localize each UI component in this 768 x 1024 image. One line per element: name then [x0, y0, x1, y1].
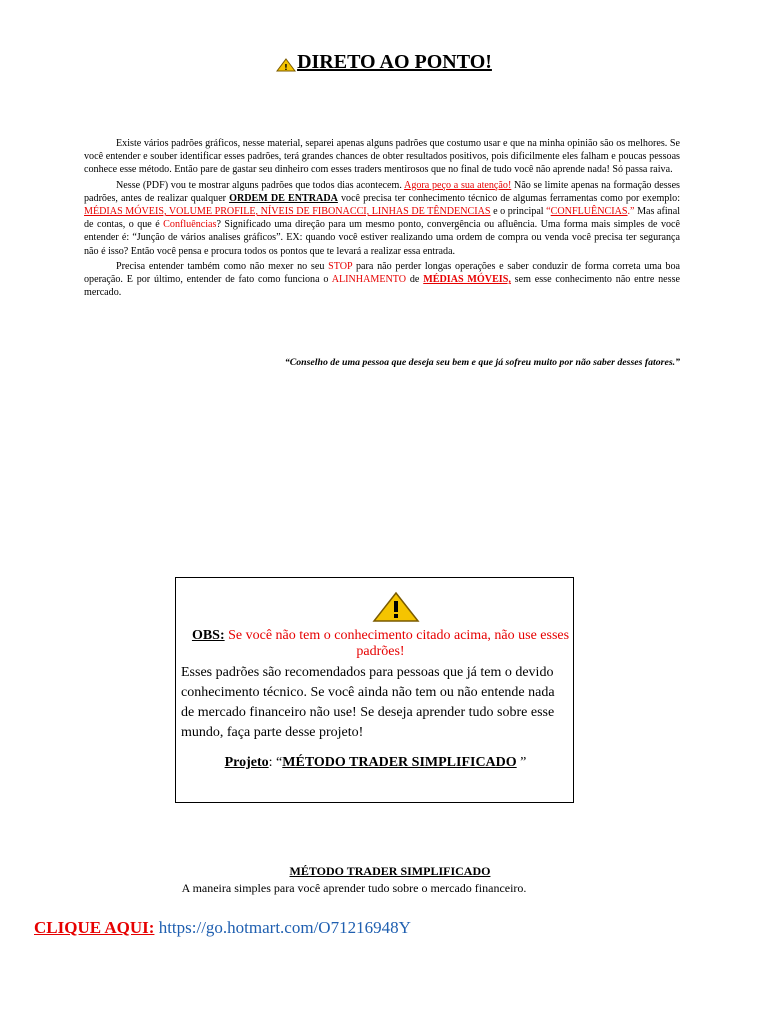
project-end: ”: [516, 755, 527, 770]
confluencias-text: CONFLUÊNCIAS: [550, 206, 628, 218]
quote-mark: .”: [627, 206, 635, 218]
advice-quote: “Conselho de uma pessoa que deseja seu bem e que já sofreu muito por não saber desses fatores.”: [284, 357, 680, 368]
call-to-action: [34, 918, 411, 938]
intro-text: Mas afinal de contas, o que é: [84, 206, 680, 231]
page-title: [0, 50, 768, 74]
warning-icon: [372, 591, 420, 623]
svg-text:!: !: [284, 63, 288, 73]
project-line: [176, 755, 575, 771]
intro-text: Nesse (PDF) vou te mostrar alguns padrões que todos dias acontecem.: [116, 179, 405, 191]
notice-paragraph: Esses padrões são recomendados para pessoas que já tem o devido conhecimento técnico. Se você ainda não tem ou não entende nada de mercado financeiro não use! Se deseja aprender tudo sobre esse mundo, faça parte desse projeto!: [181, 665, 555, 740]
intro-paragraph-2: [84, 179, 680, 258]
intro-text: e o principal: [490, 206, 547, 218]
project-name: MÉTODO TRADER SIMPLIFICADO: [282, 755, 517, 770]
intro-text: de: [406, 274, 424, 286]
cta-label: CLIQUE AQUI:: [34, 918, 155, 937]
intro-text: Existe vários padrões gráficos, nesse material, separei apenas alguns padrões que costumo usar e que na minha opinião são os melhores. Se você entender e souber identificar esses padrões, terá grandes chances de obter resultados positivos, pois dificilmente eles falham e poucas pessoas conhece esse método. Então pare de gastar seu dinheiro com esses traders mentirosos que no final de tudo você não aprende nada! Só passa raiva.: [84, 138, 680, 176]
tools-list: MÉDIAS MÓVEIS, VOLUME PROFILE, NÍVEIS DE FIBONACCI, LINHAS DE TÊNDENCIAS: [84, 206, 491, 218]
intro-text: sem esse conhecimento não entre nesse mercado.: [84, 274, 680, 299]
quote-mark: “: [546, 206, 551, 218]
project-separator: : “: [268, 755, 283, 770]
attention-text: Agora peço a sua atenção!: [404, 179, 512, 191]
medias-moveis-text: MÉDIAS MÓVEIS,: [423, 274, 511, 286]
intro-text: para não perder longas operações e saber conduzir de forma correta uma boa operação. E por último, entender de fato como funciona o: [84, 260, 680, 286]
intro-text: Não se limite apenas na formação desses padrões, antes de realizar qualquer: [84, 179, 680, 204]
stop-text: STOP: [328, 260, 353, 272]
intro-text: ? Significado uma direção para um mesmo ponto, convergência ou afluência. Uma forma mais simples de você entender é: “Junção de vários analises gráficos”. EX: quando você estiver realizando uma ordem de compra ou venda você precisa ter segurança não é isso? Então você pensa e procura todos os pontos que te levará a realizar essa entrada.: [84, 219, 681, 257]
order-entry-text: ORDEM DE ENTRADA: [229, 192, 338, 204]
confluencias-text: Confluências: [163, 219, 217, 231]
alinhamento-text: ALINHAMENTO: [331, 274, 407, 286]
course-title: MÉTODO TRADER SIMPLIFICADO: [289, 864, 491, 878]
notice-body: [181, 663, 571, 743]
cta-link[interactable]: https://go.hotmart.com/O71216948Y: [158, 918, 411, 937]
title-text: DIRETO AO PONTO!: [297, 50, 492, 73]
project-label: Projeto: [224, 755, 269, 770]
obs-text: Se você não tem o conhecimento citado acima, não use esses padrões!: [224, 628, 570, 659]
intro-section: [84, 137, 680, 301]
warning-icon: [276, 55, 296, 73]
obs-label: OBS:: [191, 628, 225, 643]
intro-paragraph-3: [84, 260, 680, 300]
notice-box: [175, 577, 574, 803]
intro-text: você precisa ter conhecimento técnico de algumas ferramentas como por exemplo:: [337, 192, 680, 204]
course-description: A maneira simples para você aprender tudo sobre o mercado financeiro.: [181, 881, 527, 895]
obs-warning: [188, 628, 573, 660]
intro-paragraph-1: [84, 137, 680, 177]
intro-text: Precisa entender também como não mexer no seu: [116, 260, 329, 272]
